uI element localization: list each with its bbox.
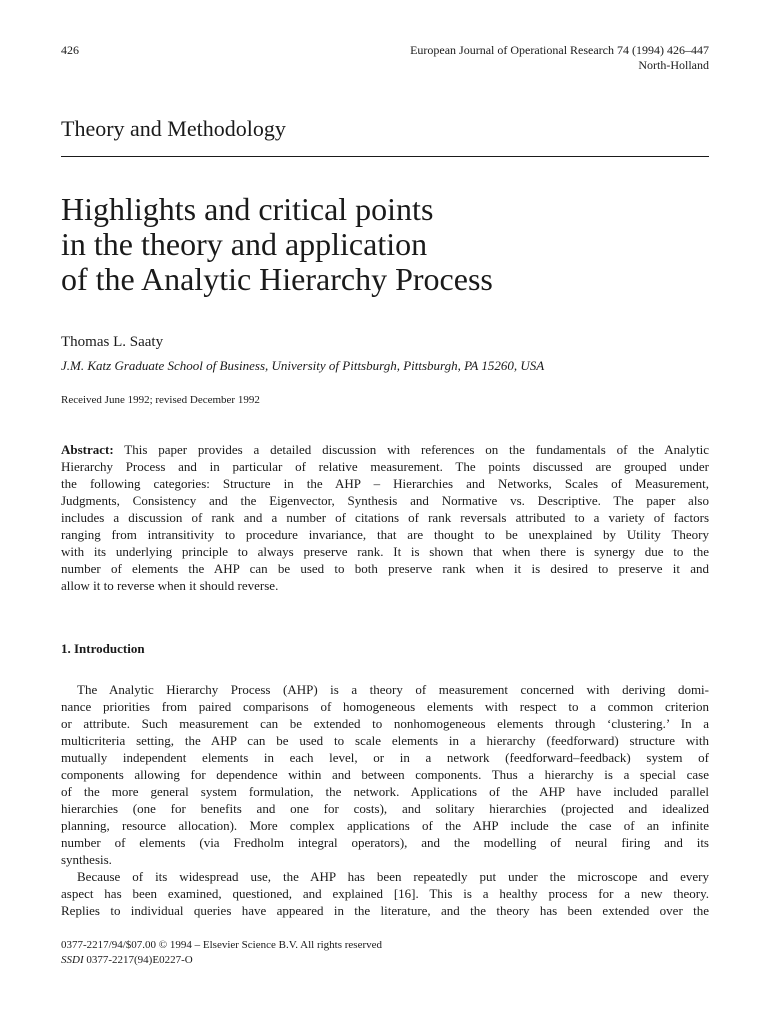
paragraph-line: mutually independent elements in each level, or in a network (feedforward–feedback) system of [61, 750, 709, 765]
abstract-line: allow it to reverse when it should reverse. [61, 578, 279, 593]
copyright-notice: 0377-2217/94/$07.00 © 1994 – Elsevier Science B.V. All rights reserved [61, 939, 382, 951]
abstract-line: Hierarchy Process and in particular of relative measurement. The points discussed are grouped under [61, 459, 709, 474]
paragraph-line: or attribute. Such measurement can be extended to nonhomogeneous elements through ‘clustering.’ In a [61, 716, 709, 731]
journal-citation: European Journal of Operational Research 74 (1994) 426–447 [410, 43, 709, 57]
author-name: Thomas L. Saaty [61, 334, 164, 350]
title-line: Highlights and critical points [61, 191, 434, 227]
paragraph-line: aspect has been examined, questioned, and explained [16]. This is a healthy process for a new theory. [61, 886, 709, 901]
paragraph-line: multicriteria setting, the AHP can be used to scale elements in a hierarchy (feedforward) structure with [61, 733, 709, 748]
paragraph-line: planning, resource allocation). More complex applications of the AHP include the case of an infinite [61, 818, 709, 833]
section-heading-introduction: 1. Introduction [61, 641, 145, 656]
ssdi-label: SSDI [61, 954, 84, 966]
ssdi-value: 0377-2217(94)E0227-O [83, 954, 193, 966]
paragraph-line: hierarchies (one for benefits and one for costs), and solitary hierarchies (projected and idealized [61, 801, 709, 816]
paragraph-line: The Analytic Hierarchy Process (AHP) is a theory of measurement concerned with deriving domi- [77, 682, 709, 697]
received-dates: Received June 1992; revised December 1992 [61, 394, 260, 406]
paragraph-line: of the more general system formulation, the network. Applications of the AHP have included parallel [61, 784, 709, 799]
abstract-label: Abstract: [61, 442, 114, 457]
article-title [61, 192, 721, 297]
paragraph-line: nance priorities from paired comparisons of homogeneous elements with respect to a common criterion [61, 699, 709, 714]
page-number: 426 [61, 43, 79, 57]
paragraph-line: components allowing for dependence within and between components. Thus a hierarchy is a special case [61, 767, 709, 782]
abstract-line: number of elements the AHP can be used to both preserve rank when it is desired to preserve it and [61, 561, 709, 576]
abstract-line: Abstract: This paper provides a detailed discussion with references on the fundamentals of the Analytic [61, 442, 709, 457]
paragraph-line: synthesis. [61, 852, 112, 867]
body-text [61, 681, 709, 919]
abstract-line: the following categories: Structure in the AHP – Hierarchies and Networks, Scales of Measurement, [61, 476, 709, 491]
title-line: of the Analytic Hierarchy Process [61, 261, 493, 297]
paragraph-line: number of elements (via Fredholm integral operators), and the modelling of neural firing and its [61, 835, 709, 850]
abstract [61, 441, 709, 594]
abstract-line: includes a discussion of rank and a number of citations of rank reversals attributed to a variety of factors [61, 510, 709, 525]
running-header [410, 43, 709, 73]
section-divider [61, 156, 709, 157]
abstract-line: ranging from intransitivity to procedure invariance, that are thought to be unexplained by Utility Theory [61, 527, 709, 542]
abstract-line: Judgments, Consistency and the Eigenvector, Synthesis and Normative vs. Descriptive. The paper also [61, 493, 709, 508]
author-affiliation: J.M. Katz Graduate School of Business, University of Pittsburgh, Pittsburgh, PA 15260, USA [61, 358, 545, 373]
section-heading: Theory and Methodology [61, 116, 286, 141]
paragraph-line: Because of its widespread use, the AHP has been repeatedly put under the microscope and every [77, 869, 709, 884]
publisher: North-Holland [638, 58, 709, 72]
title-line: in the theory and application [61, 226, 428, 262]
abstract-line: with its underlying principle to always preserve rank. It is shown that when there is synergy due to the [61, 544, 709, 559]
paragraph-line: Replies to individual queries have appeared in the literature, and the theory has been extended over the [61, 903, 709, 918]
footer [61, 938, 382, 968]
ssdi-identifier [61, 953, 382, 968]
